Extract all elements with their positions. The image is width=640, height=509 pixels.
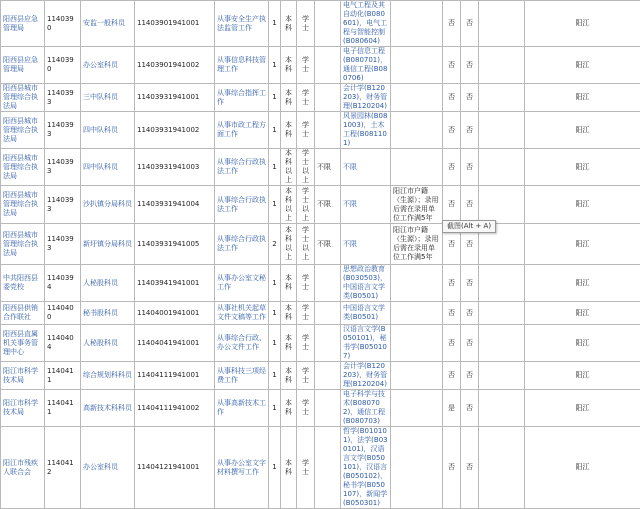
cell-major[interactable]: 不限 bbox=[341, 224, 391, 265]
cell-region[interactable]: 阳江 bbox=[525, 47, 640, 84]
cell-duties[interactable]: 从事信息科技管理工作 bbox=[215, 47, 269, 84]
cell-dept-code[interactable]: 1140411 bbox=[45, 362, 81, 390]
cell-position[interactable]: 安监一般科员 bbox=[81, 1, 135, 47]
cell-region[interactable]: 阳江 bbox=[525, 427, 640, 509]
cell-test-b[interactable]: 否 bbox=[461, 302, 479, 325]
cell-major-req-a[interactable] bbox=[315, 302, 341, 325]
cell-test-a[interactable]: 否 bbox=[443, 427, 461, 509]
cell-dept-code[interactable]: 1140412 bbox=[45, 427, 81, 509]
cell-test-a[interactable]: 否 bbox=[443, 149, 461, 186]
cell-major[interactable]: 汉语言文学(B050101)，秘书学(B050107) bbox=[341, 325, 391, 362]
cell-dept-code[interactable]: 1140390 bbox=[45, 47, 81, 84]
cell-count[interactable]: 1 bbox=[269, 362, 281, 390]
cell-remarks[interactable] bbox=[479, 186, 525, 224]
cell-degree[interactable]: 学士 bbox=[297, 302, 315, 325]
cell-count[interactable]: 1 bbox=[269, 1, 281, 47]
cell-major[interactable]: 会计学(B120203)，财务管理(B120204) bbox=[341, 84, 391, 112]
cell-test-b[interactable]: 否 bbox=[461, 427, 479, 509]
cell-major-req-a[interactable] bbox=[315, 112, 341, 149]
cell-position[interactable]: 四中队科员 bbox=[81, 112, 135, 149]
cell-remarks[interactable] bbox=[479, 427, 525, 509]
cell-position[interactable]: 人秘股科员 bbox=[81, 265, 135, 302]
cell-dept-code[interactable]: 1140411 bbox=[45, 390, 81, 427]
cell-other-req[interactable]: 阳江市户籍（生源）；录用后需在录用单位工作满5年 bbox=[391, 186, 443, 224]
table-row bbox=[1, 186, 640, 224]
cell-test-a[interactable]: 否 bbox=[443, 302, 461, 325]
cell-test-a[interactable]: 否 bbox=[443, 84, 461, 112]
cell-other-req[interactable] bbox=[391, 390, 443, 427]
cell-test-b[interactable]: 否 bbox=[461, 84, 479, 112]
cell-remarks[interactable] bbox=[479, 149, 525, 186]
cell-education[interactable]: 本科以上 bbox=[281, 186, 297, 224]
cell-position[interactable]: 高新技术科科员 bbox=[81, 390, 135, 427]
cell-test-b[interactable]: 否 bbox=[461, 362, 479, 390]
cell-count[interactable]: 1 bbox=[269, 149, 281, 186]
table-row bbox=[1, 47, 640, 84]
cell-test-b[interactable]: 否 bbox=[461, 390, 479, 427]
cell-test-a[interactable]: 否 bbox=[443, 47, 461, 84]
cell-education[interactable]: 本科以上 bbox=[281, 224, 297, 265]
cell-region[interactable]: 阳江 bbox=[525, 265, 640, 302]
cell-position-code[interactable]: 11403901941002 bbox=[135, 47, 215, 84]
cell-duties[interactable]: 从事综合行政执法工作 bbox=[215, 224, 269, 265]
cell-duties[interactable]: 从事高新技术工作 bbox=[215, 390, 269, 427]
cell-count[interactable]: 1 bbox=[269, 265, 281, 302]
cell-position-code[interactable]: 11403901941001 bbox=[135, 1, 215, 47]
cell-region[interactable]: 阳江 bbox=[525, 362, 640, 390]
cell-duties[interactable]: 从事综合指挥工作 bbox=[215, 84, 269, 112]
cell-dept-code[interactable]: 1140404 bbox=[45, 325, 81, 362]
cell-department[interactable]: 阳江市科学技术局 bbox=[1, 390, 45, 427]
cell-major-req-a[interactable] bbox=[315, 1, 341, 47]
cell-major-req-a[interactable] bbox=[315, 47, 341, 84]
cell-remarks[interactable] bbox=[479, 1, 525, 47]
cell-major-req-a[interactable] bbox=[315, 427, 341, 509]
cell-position-code[interactable]: 11404111941001 bbox=[135, 362, 215, 390]
cell-region[interactable]: 阳江 bbox=[525, 390, 640, 427]
cell-count[interactable]: 1 bbox=[269, 390, 281, 427]
cell-education[interactable]: 本科 bbox=[281, 325, 297, 362]
cell-test-b[interactable]: 否 bbox=[461, 186, 479, 224]
table-row bbox=[1, 265, 640, 302]
cell-major-req-a[interactable] bbox=[315, 362, 341, 390]
cell-department[interactable]: 阳西县应急管理局 bbox=[1, 47, 45, 84]
cell-other-req[interactable] bbox=[391, 427, 443, 509]
cell-region[interactable]: 阳江 bbox=[525, 325, 640, 362]
cell-test-b[interactable]: 否 bbox=[461, 149, 479, 186]
cell-other-req[interactable] bbox=[391, 362, 443, 390]
cell-degree[interactable]: 学士 bbox=[297, 265, 315, 302]
cell-remarks[interactable] bbox=[479, 325, 525, 362]
cell-duties[interactable]: 从事综合行政执法工作 bbox=[215, 186, 269, 224]
cell-other-req[interactable]: 阳江市户籍（生源）；录用后需在录用单位工作满5年 bbox=[391, 224, 443, 265]
cell-remarks[interactable] bbox=[479, 265, 525, 302]
cell-position-code[interactable]: 11404041941001 bbox=[135, 325, 215, 362]
cell-major-req-a[interactable]: 不限 bbox=[315, 149, 341, 186]
cell-test-a[interactable]: 否 bbox=[443, 112, 461, 149]
cell-other-req[interactable] bbox=[391, 325, 443, 362]
cell-duties[interactable]: 从事办公室文字材料撰写工作 bbox=[215, 427, 269, 509]
cell-region[interactable]: 阳江 bbox=[525, 84, 640, 112]
cell-education[interactable]: 本科 bbox=[281, 362, 297, 390]
cell-degree[interactable]: 学士以上 bbox=[297, 149, 315, 186]
cell-major[interactable]: 哲学(B010101)，法学(B030101)，汉语言文学(B050101)，汉语言(B050102)，秘书学(B050107)，新闻学(B050301) bbox=[341, 427, 391, 509]
cell-education[interactable]: 本科 bbox=[281, 47, 297, 84]
cell-count[interactable]: 1 bbox=[269, 302, 281, 325]
cell-position-code[interactable]: 11403931941003 bbox=[135, 149, 215, 186]
table-row bbox=[1, 325, 640, 362]
cell-major[interactable]: 思想政治教育(B030503)，中国语言文学类(B0501) bbox=[341, 265, 391, 302]
cell-department[interactable]: 阳西县城市管理综合执法局 bbox=[1, 84, 45, 112]
cell-dept-code[interactable]: 1140394 bbox=[45, 265, 81, 302]
cell-test-b[interactable]: 否 bbox=[461, 224, 479, 265]
cell-count[interactable]: 1 bbox=[269, 325, 281, 362]
cell-remarks[interactable] bbox=[479, 84, 525, 112]
cell-education[interactable]: 本科 bbox=[281, 112, 297, 149]
cell-dept-code[interactable]: 1140390 bbox=[45, 1, 81, 47]
cell-remarks[interactable] bbox=[479, 302, 525, 325]
cell-department[interactable]: 阳西县应急管理局 bbox=[1, 1, 45, 47]
cell-region[interactable]: 阳江 bbox=[525, 302, 640, 325]
cell-position[interactable]: 办公室科员 bbox=[81, 47, 135, 84]
cell-position-code[interactable]: 11403931941001 bbox=[135, 84, 215, 112]
cell-test-a[interactable]: 否 bbox=[443, 325, 461, 362]
cell-region[interactable]: 阳江 bbox=[525, 186, 640, 224]
cell-department[interactable]: 阳西县城市管理综合执法局 bbox=[1, 149, 45, 186]
table-row bbox=[1, 112, 640, 149]
cell-department[interactable]: 阳西县供销合作联社 bbox=[1, 302, 45, 325]
cell-dept-code[interactable]: 1140393 bbox=[45, 84, 81, 112]
cell-dept-code[interactable]: 1140393 bbox=[45, 112, 81, 149]
cell-count[interactable]: 1 bbox=[269, 186, 281, 224]
cell-other-req[interactable] bbox=[391, 47, 443, 84]
cell-major[interactable]: 中国语言文学类(B0501) bbox=[341, 302, 391, 325]
cell-education[interactable]: 本科 bbox=[281, 84, 297, 112]
cell-education[interactable]: 本科 bbox=[281, 427, 297, 509]
cell-dept-code[interactable]: 1140400 bbox=[45, 302, 81, 325]
cell-degree[interactable]: 学士 bbox=[297, 362, 315, 390]
table-row bbox=[1, 362, 640, 390]
cell-duties[interactable]: 从事综合行政执法工作 bbox=[215, 149, 269, 186]
cell-position[interactable]: 办公室科员 bbox=[81, 427, 135, 509]
cell-major[interactable]: 风景园林(B081003)，土木工程(B081101) bbox=[341, 112, 391, 149]
cell-dept-code[interactable]: 1140393 bbox=[45, 149, 81, 186]
cell-test-b[interactable]: 否 bbox=[461, 47, 479, 84]
cell-count[interactable]: 1 bbox=[269, 47, 281, 84]
cell-count[interactable]: 2 bbox=[269, 224, 281, 265]
cell-degree[interactable]: 学士 bbox=[297, 325, 315, 362]
cell-education[interactable]: 本科 bbox=[281, 302, 297, 325]
cell-major[interactable]: 会计学(B120203)，财务管理(B120204) bbox=[341, 362, 391, 390]
cell-major-req-a[interactable] bbox=[315, 84, 341, 112]
cell-position[interactable]: 三中队科员 bbox=[81, 84, 135, 112]
cell-education[interactable]: 本科 bbox=[281, 1, 297, 47]
cell-position[interactable]: 综合规划科科员 bbox=[81, 362, 135, 390]
screenshot-tooltip: 截图(Alt + A) bbox=[442, 220, 496, 233]
cell-degree[interactable]: 学士 bbox=[297, 47, 315, 84]
cell-position[interactable]: 新圩镇分局科员 bbox=[81, 224, 135, 265]
cell-test-a[interactable]: 否 bbox=[443, 186, 461, 224]
cell-major-req-a[interactable] bbox=[315, 325, 341, 362]
cell-position-code[interactable]: 11403931941004 bbox=[135, 186, 215, 224]
table-row bbox=[1, 149, 640, 186]
cell-degree[interactable]: 学士 bbox=[297, 390, 315, 427]
cell-region[interactable]: 阳江 bbox=[525, 149, 640, 186]
table-row bbox=[1, 1, 640, 47]
table-row bbox=[1, 84, 640, 112]
cell-degree[interactable]: 学士 bbox=[297, 1, 315, 47]
cell-test-a[interactable]: 否 bbox=[443, 362, 461, 390]
cell-department[interactable]: 阳江市残疾人联合会 bbox=[1, 427, 45, 509]
cell-other-req[interactable] bbox=[391, 112, 443, 149]
cell-position[interactable]: 人秘股科员 bbox=[81, 325, 135, 362]
cell-remarks[interactable] bbox=[479, 47, 525, 84]
cell-education[interactable]: 本科 bbox=[281, 390, 297, 427]
cell-test-b[interactable]: 否 bbox=[461, 1, 479, 47]
cell-position-code[interactable]: 11403931941005 bbox=[135, 224, 215, 265]
cell-major[interactable]: 不限 bbox=[341, 186, 391, 224]
cell-position-code[interactable]: 11404001941001 bbox=[135, 302, 215, 325]
cell-position-code[interactable]: 11404121941001 bbox=[135, 427, 215, 509]
cell-region[interactable]: 阳江 bbox=[525, 1, 640, 47]
cell-major[interactable]: 电气工程及其自动化(B080601)，电气工程与智能控制(B080604) bbox=[341, 1, 391, 47]
cell-position[interactable]: 四中队科员 bbox=[81, 149, 135, 186]
cell-degree[interactable]: 学士 bbox=[297, 84, 315, 112]
table-row bbox=[1, 427, 640, 509]
cell-education[interactable]: 本科 bbox=[281, 265, 297, 302]
cell-department[interactable]: 阳西县城市管理综合执法局 bbox=[1, 112, 45, 149]
cell-degree[interactable]: 学士 bbox=[297, 427, 315, 509]
cell-degree[interactable]: 学士以上 bbox=[297, 186, 315, 224]
cell-department[interactable]: 阳江市科学技术局 bbox=[1, 362, 45, 390]
cell-position-code[interactable]: 11404111941002 bbox=[135, 390, 215, 427]
table-row bbox=[1, 224, 640, 265]
cell-remarks[interactable] bbox=[479, 390, 525, 427]
cell-position-code[interactable]: 11403941941001 bbox=[135, 265, 215, 302]
cell-major[interactable]: 电子信息工程(B080701)，通信工程(B080706) bbox=[341, 47, 391, 84]
cell-test-b[interactable]: 否 bbox=[461, 265, 479, 302]
cell-count[interactable]: 1 bbox=[269, 112, 281, 149]
cell-region[interactable]: 阳江 bbox=[525, 224, 640, 265]
cell-duties[interactable]: 从事市政工程方面工作 bbox=[215, 112, 269, 149]
cell-major-req-a[interactable] bbox=[315, 390, 341, 427]
cell-test-a[interactable]: 否 bbox=[443, 224, 461, 265]
cell-position[interactable]: 沙扒镇分局科员 bbox=[81, 186, 135, 224]
cell-degree[interactable]: 学士以上 bbox=[297, 224, 315, 265]
cell-department[interactable]: 阳西县城市管理综合执法局 bbox=[1, 186, 45, 224]
cell-duties[interactable]: 从事安全生产执法监管工作 bbox=[215, 1, 269, 47]
cell-test-a[interactable]: 否 bbox=[443, 265, 461, 302]
cell-other-req[interactable] bbox=[391, 1, 443, 47]
cell-position[interactable]: 秘书股科员 bbox=[81, 302, 135, 325]
cell-other-req[interactable] bbox=[391, 84, 443, 112]
cell-dept-code[interactable]: 1140393 bbox=[45, 186, 81, 224]
cell-region[interactable]: 阳江 bbox=[525, 112, 640, 149]
table-row bbox=[1, 302, 640, 325]
cell-department[interactable]: 阳西县城市管理综合执法局 bbox=[1, 224, 45, 265]
cell-remarks[interactable] bbox=[479, 362, 525, 390]
cell-test-b[interactable]: 否 bbox=[461, 112, 479, 149]
cell-duties[interactable]: 从事科技三项经费工作 bbox=[215, 362, 269, 390]
cell-other-req[interactable] bbox=[391, 302, 443, 325]
cell-other-req[interactable] bbox=[391, 265, 443, 302]
table-body bbox=[1, 1, 640, 509]
cell-count[interactable]: 1 bbox=[269, 427, 281, 509]
cell-education[interactable]: 本科以上 bbox=[281, 149, 297, 186]
cell-duties[interactable]: 从事办公室文秘工作 bbox=[215, 265, 269, 302]
cell-other-req[interactable] bbox=[391, 149, 443, 186]
cell-dept-code[interactable]: 1140393 bbox=[45, 224, 81, 265]
cell-duties[interactable]: 从事社机关起草文件文稿等工作 bbox=[215, 302, 269, 325]
cell-major[interactable]: 不限 bbox=[341, 149, 391, 186]
cell-major-req-a[interactable]: 不限 bbox=[315, 224, 341, 265]
cell-major-req-a[interactable]: 不限 bbox=[315, 186, 341, 224]
cell-test-a[interactable]: 是 bbox=[443, 390, 461, 427]
table-row bbox=[1, 390, 640, 427]
cell-duties[interactable]: 从事综合行政、办公文件工作 bbox=[215, 325, 269, 362]
cell-major[interactable]: 电子科学与技术(B080702)，通信工程(B080703) bbox=[341, 390, 391, 427]
cell-department[interactable]: 中共阳西县委党校 bbox=[1, 265, 45, 302]
cell-test-a[interactable]: 否 bbox=[443, 1, 461, 47]
cell-department[interactable]: 阳西县直属机关事务管理中心 bbox=[1, 325, 45, 362]
cell-count[interactable]: 1 bbox=[269, 84, 281, 112]
cell-degree[interactable]: 学士 bbox=[297, 112, 315, 149]
cell-major-req-a[interactable] bbox=[315, 265, 341, 302]
cell-test-b[interactable]: 否 bbox=[461, 325, 479, 362]
cell-position-code[interactable]: 11403931941002 bbox=[135, 112, 215, 149]
cell-remarks[interactable] bbox=[479, 112, 525, 149]
